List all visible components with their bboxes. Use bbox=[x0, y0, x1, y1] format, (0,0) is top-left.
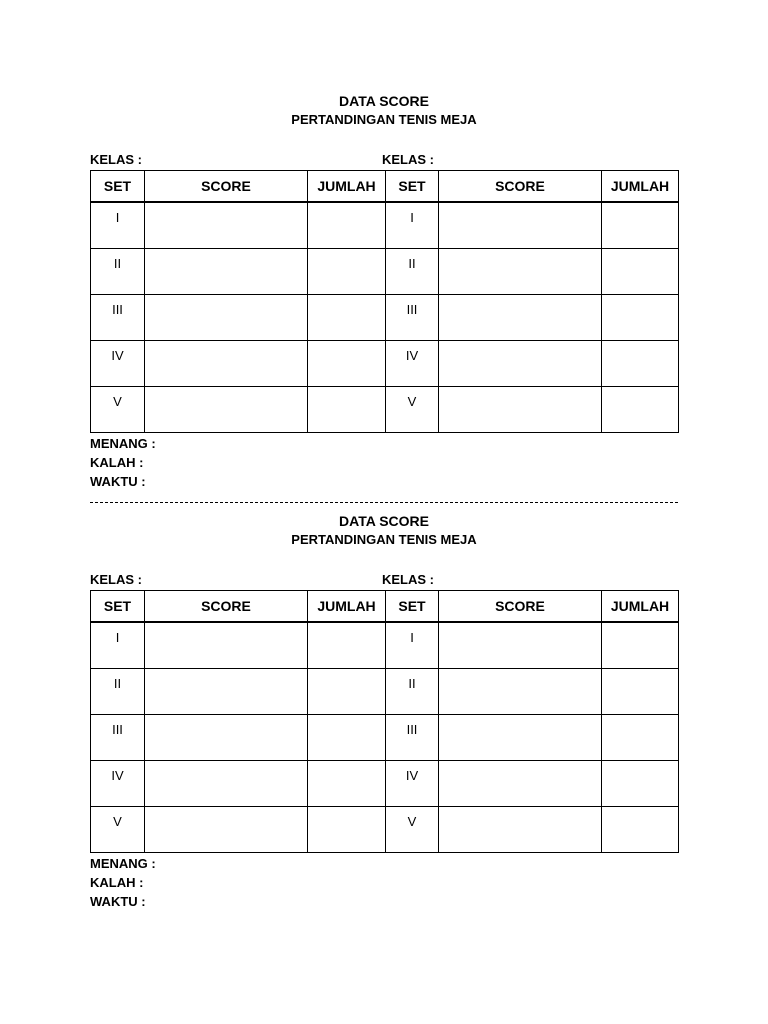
score-cell-right[interactable] bbox=[439, 715, 602, 761]
jumlah-cell-left[interactable] bbox=[308, 761, 386, 807]
set-label-left: V bbox=[91, 807, 145, 853]
jumlah-cell-left[interactable] bbox=[308, 807, 386, 853]
jumlah-cell-left[interactable] bbox=[308, 341, 386, 387]
score-cell-left[interactable] bbox=[145, 622, 308, 669]
set-label-right: III bbox=[386, 715, 439, 761]
set-label-left: I bbox=[91, 202, 145, 249]
set-label-left: II bbox=[91, 249, 145, 295]
jumlah-cell-right[interactable] bbox=[602, 622, 679, 669]
score-cell-right[interactable] bbox=[439, 669, 602, 715]
result-footer bbox=[90, 434, 678, 491]
jumlah-cell-right[interactable] bbox=[602, 715, 679, 761]
set-label-right: III bbox=[386, 295, 439, 341]
score-cell-left[interactable] bbox=[145, 669, 308, 715]
waktu-label: WAKTU : bbox=[90, 474, 146, 489]
kelas-label-right: KELAS : bbox=[382, 572, 434, 587]
kelas-row bbox=[90, 571, 678, 589]
waktu-label: WAKTU : bbox=[90, 894, 146, 909]
jumlah-cell-right[interactable] bbox=[602, 387, 679, 433]
header-set-right: SET bbox=[386, 591, 439, 623]
score-cell-left[interactable] bbox=[145, 387, 308, 433]
table-row bbox=[91, 622, 679, 669]
score-cell-left[interactable] bbox=[145, 807, 308, 853]
set-label-right: II bbox=[386, 669, 439, 715]
score-cell-left[interactable] bbox=[145, 761, 308, 807]
kelas-label-left: KELAS : bbox=[90, 572, 142, 587]
set-label-right: I bbox=[386, 202, 439, 249]
kelas-row bbox=[90, 151, 678, 169]
set-label-left: III bbox=[91, 295, 145, 341]
score-cell-right[interactable] bbox=[439, 807, 602, 853]
jumlah-cell-left[interactable] bbox=[308, 669, 386, 715]
table-row bbox=[91, 761, 679, 807]
table-row bbox=[91, 202, 679, 249]
kelas-label-left: KELAS : bbox=[90, 152, 142, 167]
score-table bbox=[90, 590, 679, 853]
jumlah-cell-right[interactable] bbox=[602, 761, 679, 807]
jumlah-cell-right[interactable] bbox=[602, 249, 679, 295]
set-label-right: IV bbox=[386, 761, 439, 807]
set-label-left: V bbox=[91, 387, 145, 433]
set-label-right: IV bbox=[386, 341, 439, 387]
set-label-left: II bbox=[91, 669, 145, 715]
jumlah-cell-right[interactable] bbox=[602, 807, 679, 853]
jumlah-cell-left[interactable] bbox=[308, 249, 386, 295]
header-jumlah-left: JUMLAH bbox=[308, 171, 386, 203]
score-cell-right[interactable] bbox=[439, 387, 602, 433]
result-footer bbox=[90, 854, 678, 911]
jumlah-cell-right[interactable] bbox=[602, 202, 679, 249]
table-row bbox=[91, 295, 679, 341]
header-score-left: SCORE bbox=[145, 591, 308, 623]
score-cell-left[interactable] bbox=[145, 295, 308, 341]
score-cell-left[interactable] bbox=[145, 249, 308, 295]
header-score-right: SCORE bbox=[439, 171, 602, 203]
table-row bbox=[91, 807, 679, 853]
set-label-right: II bbox=[386, 249, 439, 295]
kalah-label: KALAH : bbox=[90, 875, 144, 890]
table-header-row bbox=[91, 591, 679, 623]
cut-line-divider bbox=[90, 502, 678, 503]
header-jumlah-left: JUMLAH bbox=[308, 591, 386, 623]
header-set-right: SET bbox=[386, 171, 439, 203]
set-label-right: I bbox=[386, 622, 439, 669]
set-label-left: IV bbox=[91, 761, 145, 807]
header-jumlah-right: JUMLAH bbox=[602, 171, 679, 203]
jumlah-cell-left[interactable] bbox=[308, 295, 386, 341]
score-cell-right[interactable] bbox=[439, 295, 602, 341]
jumlah-cell-left[interactable] bbox=[308, 715, 386, 761]
header-score-right: SCORE bbox=[439, 591, 602, 623]
score-cell-right[interactable] bbox=[439, 341, 602, 387]
score-cell-left[interactable] bbox=[145, 715, 308, 761]
jumlah-cell-right[interactable] bbox=[602, 341, 679, 387]
sheet-title: DATA SCORE bbox=[339, 513, 429, 529]
sheet-subtitle: PERTANDINGAN TENIS MEJA bbox=[291, 112, 477, 127]
header-score-left: SCORE bbox=[145, 171, 308, 203]
sheet-title: DATA SCORE bbox=[339, 93, 429, 109]
score-table bbox=[90, 170, 679, 433]
score-cell-left[interactable] bbox=[145, 341, 308, 387]
score-cell-right[interactable] bbox=[439, 249, 602, 295]
score-cell-left[interactable] bbox=[145, 202, 308, 249]
header-set-left: SET bbox=[91, 171, 145, 203]
score-cell-right[interactable] bbox=[439, 761, 602, 807]
kelas-label-right: KELAS : bbox=[382, 152, 434, 167]
table-row bbox=[91, 387, 679, 433]
kalah-label: KALAH : bbox=[90, 455, 144, 470]
header-jumlah-right: JUMLAH bbox=[602, 591, 679, 623]
header-set-left: SET bbox=[91, 591, 145, 623]
sheet-subtitle: PERTANDINGAN TENIS MEJA bbox=[291, 532, 477, 547]
table-row bbox=[91, 715, 679, 761]
score-cell-right[interactable] bbox=[439, 622, 602, 669]
set-label-left: I bbox=[91, 622, 145, 669]
table-header-row bbox=[91, 171, 679, 203]
table-row bbox=[91, 341, 679, 387]
jumlah-cell-right[interactable] bbox=[602, 295, 679, 341]
set-label-right: V bbox=[386, 807, 439, 853]
set-label-right: V bbox=[386, 387, 439, 433]
score-cell-right[interactable] bbox=[439, 202, 602, 249]
score-sheet-1 bbox=[90, 92, 678, 491]
score-sheet-2 bbox=[90, 512, 678, 911]
jumlah-cell-right[interactable] bbox=[602, 669, 679, 715]
set-label-left: III bbox=[91, 715, 145, 761]
menang-label: MENANG : bbox=[90, 856, 156, 871]
jumlah-cell-left[interactable] bbox=[308, 622, 386, 669]
table-row bbox=[91, 669, 679, 715]
menang-label: MENANG : bbox=[90, 436, 156, 451]
jumlah-cell-left[interactable] bbox=[308, 202, 386, 249]
jumlah-cell-left[interactable] bbox=[308, 387, 386, 433]
set-label-left: IV bbox=[91, 341, 145, 387]
table-row bbox=[91, 249, 679, 295]
